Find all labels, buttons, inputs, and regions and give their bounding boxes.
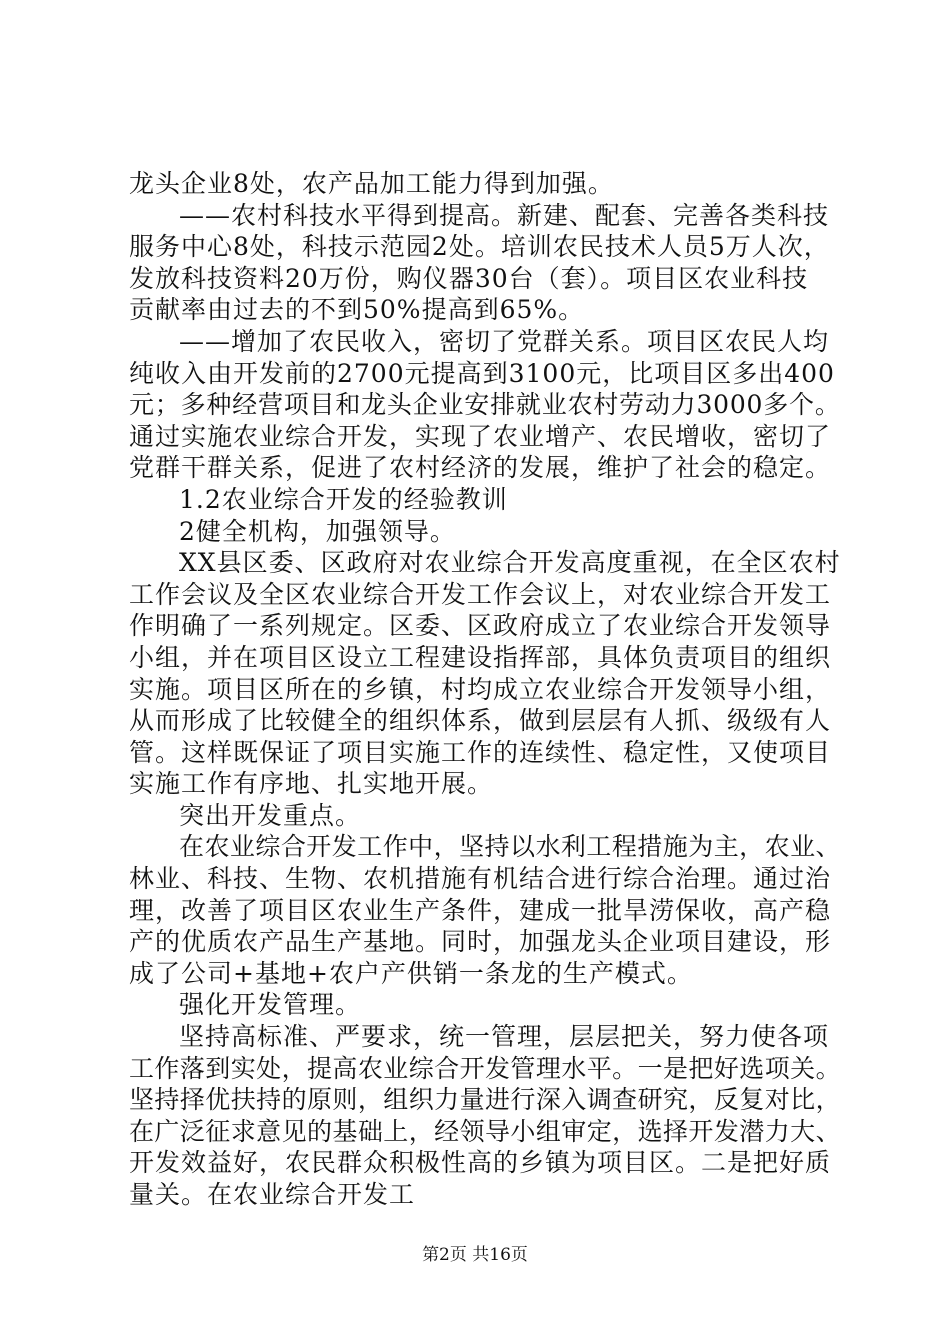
text-line: 管。这样既保证了项目实施工作的连续性、稳定性，又使项目 — [129, 737, 832, 767]
page-footer: 第2页 共16页 — [422, 1245, 528, 1265]
text-line: 坚持高标准、严要求，统一管理，层层把关，努力使各项 — [179, 1022, 830, 1052]
text-line: 纯收入由开发前的2700元提高到3100元，比项目区多出400 — [129, 358, 835, 388]
text-line: ——增加了农民收入，密切了党群关系。项目区农民人均 — [179, 326, 830, 356]
text-line: 元；多种经营项目和龙头企业安排就业农村劳动力3000多个。 — [129, 390, 841, 420]
text-line: 产的优质农产品生产基地。同时，加强龙头企业项目建设，形 — [129, 927, 832, 957]
text-line: 实施工作有序地、扎实地开展。 — [129, 769, 494, 799]
text-line: 2健全机构，加强领导。 — [179, 516, 456, 546]
text-line: 从而形成了比较健全的组织体系，做到层层有人抓、级级有人 — [129, 706, 832, 736]
text-line: 量关。在农业综合开发工 — [129, 1180, 416, 1209]
text-line: XX县区委、区政府对农业综合开发高度重视，在全区农村 — [179, 548, 841, 578]
text-line: 在广泛征求意见的基础上，经领导小组审定，选择开发潜力大、 — [129, 1116, 842, 1146]
document-body — [129, 168, 841, 1211]
text-line: 龙头企业8处，农产品加工能力得到加强。 — [129, 169, 614, 198]
text-line: 坚持择优扶持的原则，组织力量进行深入调查研究，反复对比， — [129, 1085, 842, 1115]
text-line: 突出开发重点。 — [179, 800, 362, 830]
text-line: 林业、科技、生物、农机措施有机结合进行综合治理。通过治 — [129, 864, 832, 894]
text-line: 工作会议及全区农业综合开发工作会议上，对农业综合开发工 — [129, 579, 832, 609]
text-line: 强化开发管理。 — [179, 990, 362, 1020]
text-line: 实施。项目区所在的乡镇，村均成立农业综合开发领导小组， — [129, 674, 832, 704]
text-line: 开发效益好，农民群众积极性高的乡镇为项目区。二是把好质 — [129, 1148, 832, 1178]
text-line: 理，改善了项目区农业生产条件，建成一批旱涝保收，高产稳 — [129, 895, 832, 925]
text-line: 小组，并在项目区设立工程建设指挥部，具体负责项目的组织 — [129, 642, 832, 672]
text-line: 通过实施农业综合开发，实现了农业增产、农民增收，密切了 — [129, 421, 832, 451]
text-line: 1.2农业综合开发的经验教训 — [179, 484, 508, 514]
text-line: 作明确了一系列规定。区委、区政府成立了农业综合开发领导 — [129, 611, 832, 641]
text-line: 发放科技资料20万份，购仪器30台（套）。项目区农业科技 — [129, 263, 809, 293]
text-line: 党群干群关系，促进了农村经济的发展，维护了社会的稳定。 — [129, 453, 832, 483]
text-line: 在农业综合开发工作中，坚持以水利工程措施为主，农业、 — [179, 832, 842, 862]
text-line: 服务中心8处，科技示范园2处。培训农民技术人员5万人次， — [129, 232, 830, 262]
text-line: ——农村科技水平得到提高。新建、配套、完善各类科技 — [179, 200, 830, 230]
text-line: 成了公司+基地+农户产供销一条龙的生产模式。 — [129, 958, 693, 988]
text-line: 工作落到实处，提高农业综合开发管理水平。一是把好选项关。 — [129, 1053, 842, 1083]
text-line: 贡献率由过去的不到50%提高到65%。 — [129, 295, 585, 325]
